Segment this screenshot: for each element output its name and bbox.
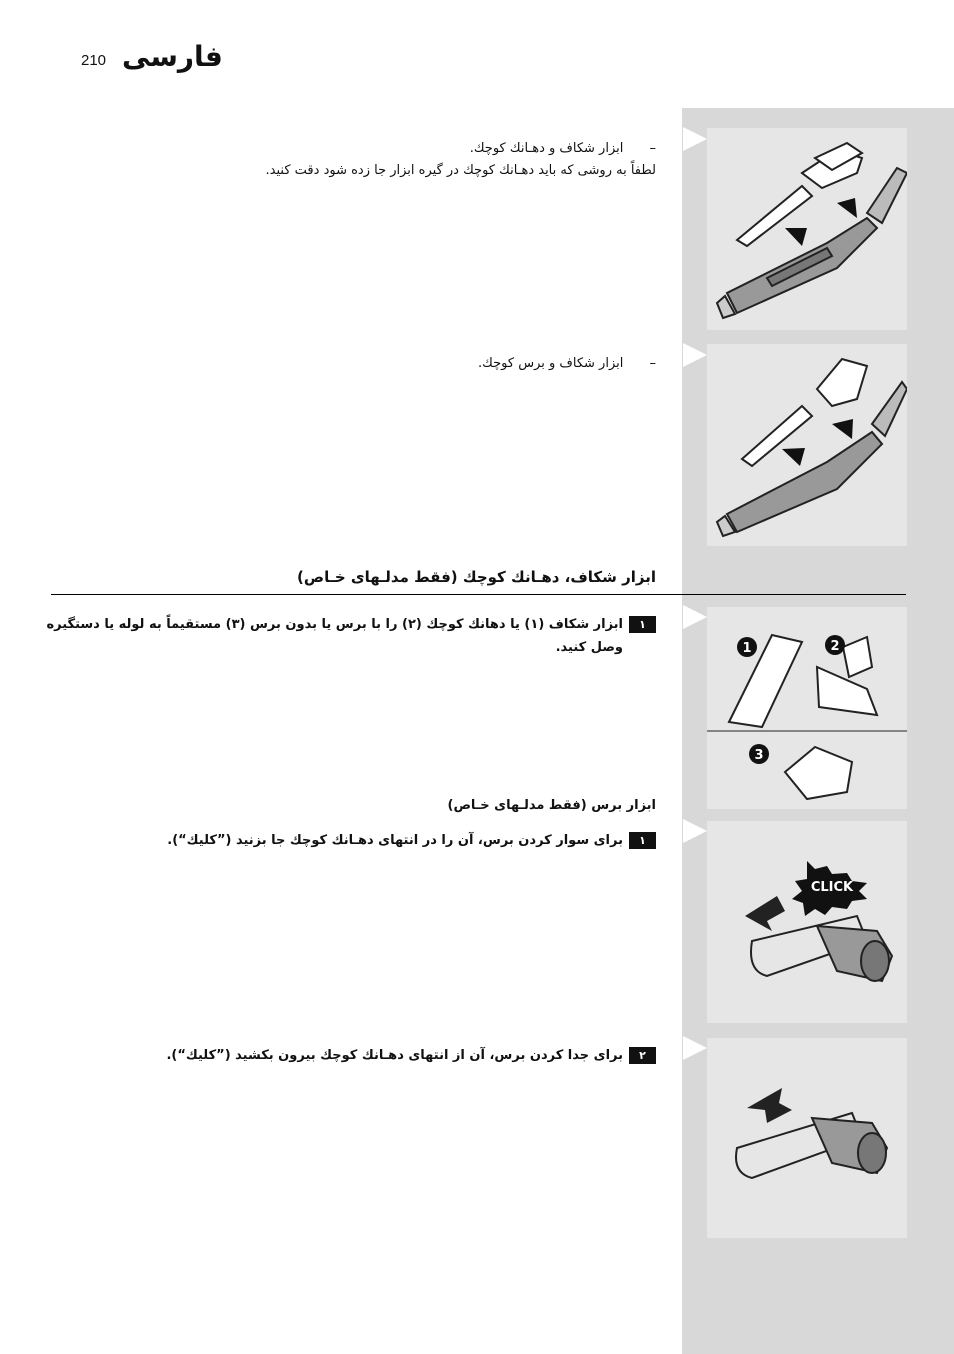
- page-number: 210: [81, 52, 107, 69]
- marker-label-3: 3: [754, 748, 764, 763]
- step-number: ۱: [629, 616, 656, 633]
- figure-detach-brush: [707, 1038, 907, 1238]
- marker-label-1: 1: [742, 641, 752, 656]
- step-number: ۱: [629, 832, 656, 849]
- push-arrow: [745, 896, 785, 931]
- page-title: فارسی: [122, 40, 223, 73]
- pointer-tab: [683, 1036, 707, 1060]
- step-crevice-1: [36, 614, 656, 635]
- vacuum-accessory-illustration: [707, 344, 907, 546]
- bullet-item-2: [478, 353, 656, 374]
- vacuum-accessory-illustration: [707, 128, 907, 330]
- detach-brush-illustration: [707, 1038, 907, 1238]
- marker-label-2: 2: [830, 639, 840, 654]
- bullet-item-1-line1: ابزار شکاف و دهـانك كوچك.: [469, 141, 624, 156]
- pointer-tab: [683, 819, 707, 843]
- figure-crevice-small-brush: [707, 344, 907, 546]
- click-label: CLICK: [810, 880, 854, 895]
- bullet-dash: –: [649, 141, 656, 156]
- attach-brush-illustration: [707, 821, 907, 1023]
- step-brush-1: [167, 830, 656, 851]
- figure-three-accessories: [707, 607, 907, 809]
- bullet-item-2-line1: ابزار شکاف و برس کوچك.: [478, 356, 624, 371]
- step-text-line2: وصل کنید.: [555, 640, 623, 655]
- figure-attach-brush: [707, 821, 907, 1023]
- section-heading-brush: ابزار برس (فقط مدلـهای خـاص): [447, 798, 656, 813]
- step-brush-2-text: برای جدا کردن برس، آن از انتهای دهـانك كوچك بیرون بکشید (”كليك“).: [166, 1048, 623, 1063]
- step-brush-2: [166, 1045, 656, 1066]
- pointer-tab: [683, 343, 707, 367]
- step-text-line1: ابزار شکاف (۱) یا دهانك كوچك (۲) را با برس یا بدون برس (۳) مستقیماً به لوله یا دستگیره: [46, 617, 623, 632]
- pull-arrow: [747, 1088, 792, 1123]
- bullet-item-1: [470, 138, 656, 159]
- step-brush-1-text: برای سوار کردن برس، آن را در انتهای دهـانك كوچك جا بزنید (”كليك“).: [167, 833, 623, 848]
- step-number: ۲: [629, 1047, 656, 1064]
- figure-crevice-nozzle-holder: [707, 128, 907, 330]
- pointer-tab: [683, 605, 707, 629]
- accessories-illustration: [707, 607, 907, 809]
- bullet-item-1-line2: لطفاً به روشی که باید دهـانك کوچك در گیره ابزار جا زده شود دقت کنید.: [265, 163, 656, 178]
- pointer-tab: [683, 127, 707, 151]
- section-divider: [51, 594, 906, 595]
- section-heading-crevice: ابزار شکاف، دهـانك كوچك (فقط مدلـهای خـاص): [297, 568, 656, 586]
- bullet-dash: –: [649, 356, 656, 371]
